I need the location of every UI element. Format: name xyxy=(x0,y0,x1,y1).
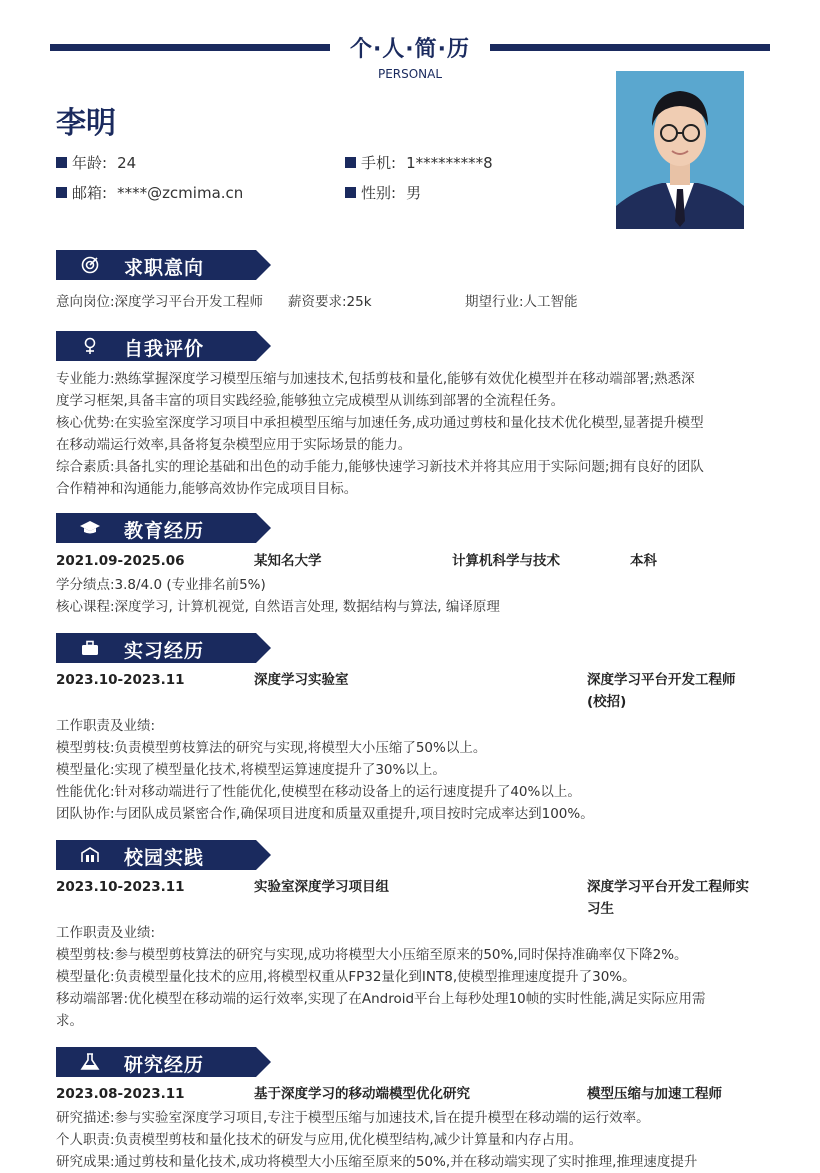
bullet-square xyxy=(345,187,356,198)
research-line: 个人职责:负责模型剪枝和量化技术的研发与应用,优化模型结构,减少计算量和内存占用。 xyxy=(56,1132,583,1148)
self-eval-line: 专业能力:熟练掌握深度学习模型压缩与加速技术,包括剪枝和量化,能够有效优化模型并在移动端部署;熟悉深 xyxy=(56,371,695,387)
education-school: 某知名大学 xyxy=(254,553,322,569)
campus-line: 移动端部署:优化模型在移动端的运行效率,实现了在Android平台上每秒处理10帧的实时性能,满足实际应用需 xyxy=(56,991,706,1007)
bullet-square xyxy=(345,157,356,168)
intent-salary: 薪资要求:25k xyxy=(288,294,372,310)
education-line: 学分绩点:3.8/4.0 (专业排名前5%) xyxy=(56,577,266,593)
internship-row xyxy=(56,669,768,713)
page-subtitle: PERSONAL xyxy=(377,67,443,81)
internship-line: 模型量化:实现了模型量化技术,将模型运算速度提升了30%以上。 xyxy=(56,762,446,778)
email-label: 邮箱: xyxy=(72,184,108,202)
briefcase-icon xyxy=(80,639,100,657)
intent-industry: 期望行业:人工智能 xyxy=(465,294,578,310)
campus-line: 求。 xyxy=(56,1013,83,1029)
section-header-intent xyxy=(56,250,271,280)
phone-info xyxy=(345,152,493,173)
section-header-internship xyxy=(56,633,271,663)
section-header-education xyxy=(56,513,271,543)
campus-role-cont: 习生 xyxy=(587,901,614,917)
education-major: 计算机科学与技术 xyxy=(452,553,560,569)
campus-role: 深度学习平台开发工程师实 xyxy=(587,879,749,895)
campus-row xyxy=(56,876,768,920)
bullet-square xyxy=(56,187,67,198)
graduation-cap-icon xyxy=(80,519,100,537)
bullet-square xyxy=(56,157,67,168)
section-header-campus xyxy=(56,840,271,870)
research-line: 研究成果:通过剪枝和量化技术,成功将模型大小压缩至原来的50%,并在移动端实现了实时推理,推理速度提升 xyxy=(56,1154,698,1170)
section-title: 校园实践 xyxy=(124,847,205,869)
email-info xyxy=(56,182,243,203)
self-eval-line: 综合素质:具备扎实的理论基础和出色的动手能力,能够快速学习新技术并将其应用于实际问题;拥有良好的团队 xyxy=(56,459,704,475)
research-line: 研究描述:参与实验室深度学习项目,专注于模型压缩与加速技术,旨在提升模型在移动端的运行效率。 xyxy=(56,1110,650,1126)
internship-role: 深度学习平台开发工程师 xyxy=(587,672,736,688)
header-bar-right xyxy=(490,44,770,51)
section-header-self-eval xyxy=(56,331,271,361)
phone-value: 1*********8 xyxy=(406,153,493,172)
internship-line: 工作职责及业绩: xyxy=(56,718,156,734)
section-title: 教育经历 xyxy=(124,520,205,542)
internship-line: 模型剪枝:负责模型剪枝算法的研究与实现,将模型大小压缩了50%以上。 xyxy=(56,740,487,756)
section-title: 求职意向 xyxy=(124,257,205,279)
award-icon xyxy=(80,337,100,355)
campus-line: 模型剪枝:参与模型剪枝算法的研究与实现,成功将模型大小压缩至原来的50%,同时保持准确率仅下降2%。 xyxy=(56,947,688,963)
building-icon xyxy=(80,846,100,864)
campus-line: 工作职责及业绩: xyxy=(56,925,156,941)
target-icon xyxy=(80,256,100,274)
header-bar-left xyxy=(50,44,330,51)
section-title: 自我评价 xyxy=(124,338,205,360)
research-role: 模型压缩与加速工程师 xyxy=(587,1086,722,1102)
education-degree: 本科 xyxy=(630,553,657,569)
phone-label: 手机: xyxy=(361,154,397,172)
candidate-name: 李明 xyxy=(56,106,116,141)
section-title: 实习经历 xyxy=(124,640,205,662)
research-period: 2023.08-2023.11 xyxy=(56,1086,185,1102)
self-eval-line: 核心优势:在实验室深度学习项目中承担模型压缩与加速任务,成功通过剪枝和量化技术优化模型,显著提升模型 xyxy=(56,415,704,431)
self-eval-line: 在移动端运行效率,具备将复杂模型应用于实际场景的能力。 xyxy=(56,437,412,453)
self-eval-line: 度学习框架,具备丰富的项目实践经验,能够独立完成模型从训练到部署的全流程任务。 xyxy=(56,393,565,409)
education-line: 核心课程:深度学习, 计算机视觉, 自然语言处理, 数据结构与算法, 编译原理 xyxy=(56,599,500,615)
profile-photo xyxy=(616,71,744,229)
intent-position: 意向岗位:深度学习平台开发工程师 xyxy=(56,294,264,310)
campus-org: 实验室深度学习项目组 xyxy=(254,879,389,895)
flask-icon xyxy=(80,1053,100,1071)
campus-period: 2023.10-2023.11 xyxy=(56,879,185,895)
gender-value: 男 xyxy=(406,184,422,202)
gender-info xyxy=(345,182,421,203)
research-project: 基于深度学习的移动端模型优化研究 xyxy=(254,1086,470,1102)
internship-org: 深度学习实验室 xyxy=(254,672,349,688)
internship-role-cont: (校招) xyxy=(587,694,627,710)
page-title: 个·人·简·历 xyxy=(349,37,471,62)
internship-period: 2023.10-2023.11 xyxy=(56,672,185,688)
campus-line: 模型量化:负责模型量化技术的应用,将模型权重从FP32量化到INT8,使模型推理速度提升了30%。 xyxy=(56,969,636,985)
gender-label: 性别: xyxy=(361,184,397,202)
internship-line: 性能优化:针对移动端进行了性能优化,使模型在移动设备上的运行速度提升了40%以上。 xyxy=(56,784,581,800)
section-header-research xyxy=(56,1047,271,1077)
education-period: 2021.09-2025.06 xyxy=(56,553,185,569)
email-value: ****@zcmima.cn xyxy=(117,183,244,202)
self-eval-line: 合作精神和沟通能力,能够高效协作完成项目目标。 xyxy=(56,481,358,497)
age-info xyxy=(56,152,136,173)
section-title: 研究经历 xyxy=(124,1054,205,1076)
age-value: 24 xyxy=(117,153,137,172)
internship-line: 团队协作:与团队成员紧密合作,确保项目进度和质量双重提升,项目按时完成率达到100%。 xyxy=(56,806,594,822)
age-label: 年龄: xyxy=(72,154,108,172)
